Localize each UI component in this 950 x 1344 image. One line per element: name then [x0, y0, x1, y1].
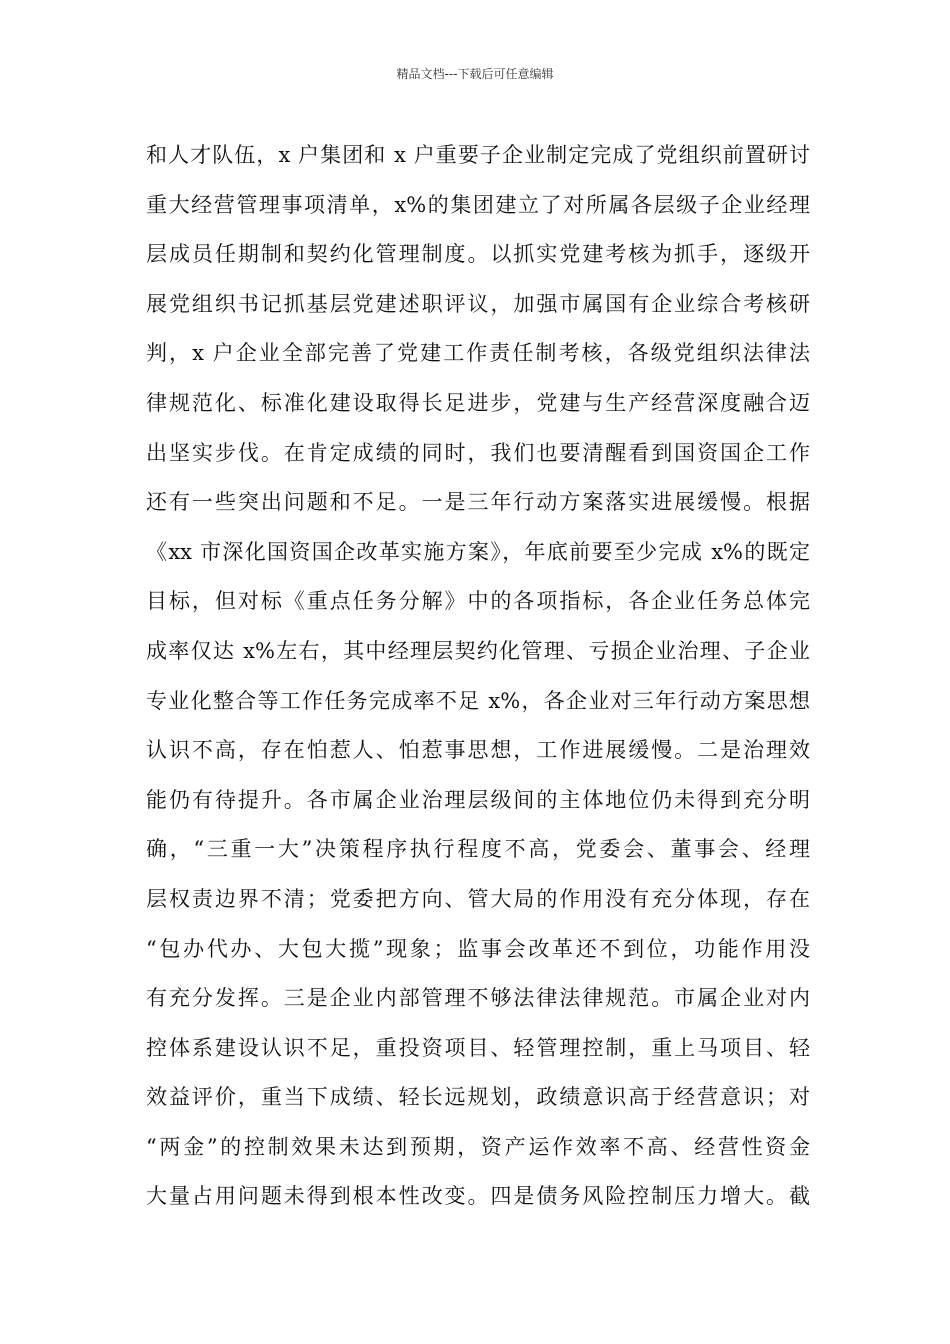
text-line: 有充分发挥。三是企业内部管理不够法律法律规范。市属企业对内 [146, 986, 810, 1011]
text-line: 出坚实步伐。在肯定成绩的同时，我们也要清醒看到国资国企工作 [146, 440, 810, 465]
text-line: 能仍有待提升。各市属企业治理层级间的主体地位仍未得到充分明 [146, 787, 810, 812]
text-line: 层权责边界不清；党委把方向、管大局的作用没有充分体现，存在 [146, 886, 810, 911]
text-line: 重大经营管理事项清单，x%的集团建立了对所属各层级子企业经理 [146, 192, 810, 217]
text-line: 专业化整合等工作任务完成率不足 x%，各企业对三年行动方案思想 [146, 688, 810, 713]
text-line: 展党组织书记抓基层党建述职评议，加强市属国有企业综合考核研 [146, 291, 810, 316]
text-line: 判，x 户企业全部完善了党建工作责任制考核，各级党组织法律法 [146, 341, 810, 366]
page-header: 精品文档---下载后可任意编辑 [396, 67, 554, 81]
text-line: 层成员任期制和契约化管理制度。以抓实党建考核为抓手，逐级开 [146, 242, 810, 267]
text-line: 还有一些突出问题和不足。一是三年行动方案落实进展缓慢。根据 [146, 490, 810, 515]
text-line: 效益评价，重当下成绩、轻长远规划，政绩意识高于经营意识；对 [146, 1085, 810, 1110]
text-line: 控体系建设认识不足，重投资项目、轻管理控制，重上马项目、轻 [146, 1035, 810, 1060]
text-line: “包办代办、大包大揽”现象；监事会改革还不到位，功能作用没 [146, 936, 810, 961]
text-line: 目标，但对标《重点任务分解》中的各项指标，各企业任务总体完 [146, 589, 810, 614]
text-line: 《xx 市深化国资国企改革实施方案》，年底前要至少完成 x%的既定 [146, 539, 810, 564]
text-line: 认识不高，存在怕惹人、怕惹事思想，工作进展缓慢。二是治理效 [146, 738, 810, 763]
text-line: 成率仅达 x%左右，其中经理层契约化管理、亏损企业治理、子企业 [146, 638, 810, 663]
text-line: “两金”的控制效果未达到预期，资产运作效率不高、经营性资金 [146, 1134, 810, 1159]
text-line: 律规范化、标准化建设取得长足进步，党建与生产经营深度融合迈 [146, 390, 810, 415]
text-line: 大量占用问题未得到根本性改变。四是债务风险控制压力增大。截 [146, 1184, 810, 1209]
body-paragraph [146, 131, 810, 1222]
text-line: 确，“三重一大”决策程序执行程度不高，党委会、董事会、经理 [146, 837, 810, 862]
text-line: 和人才队伍，x 户集团和 x 户重要子企业制定完成了党组织前置研讨 [146, 143, 810, 167]
